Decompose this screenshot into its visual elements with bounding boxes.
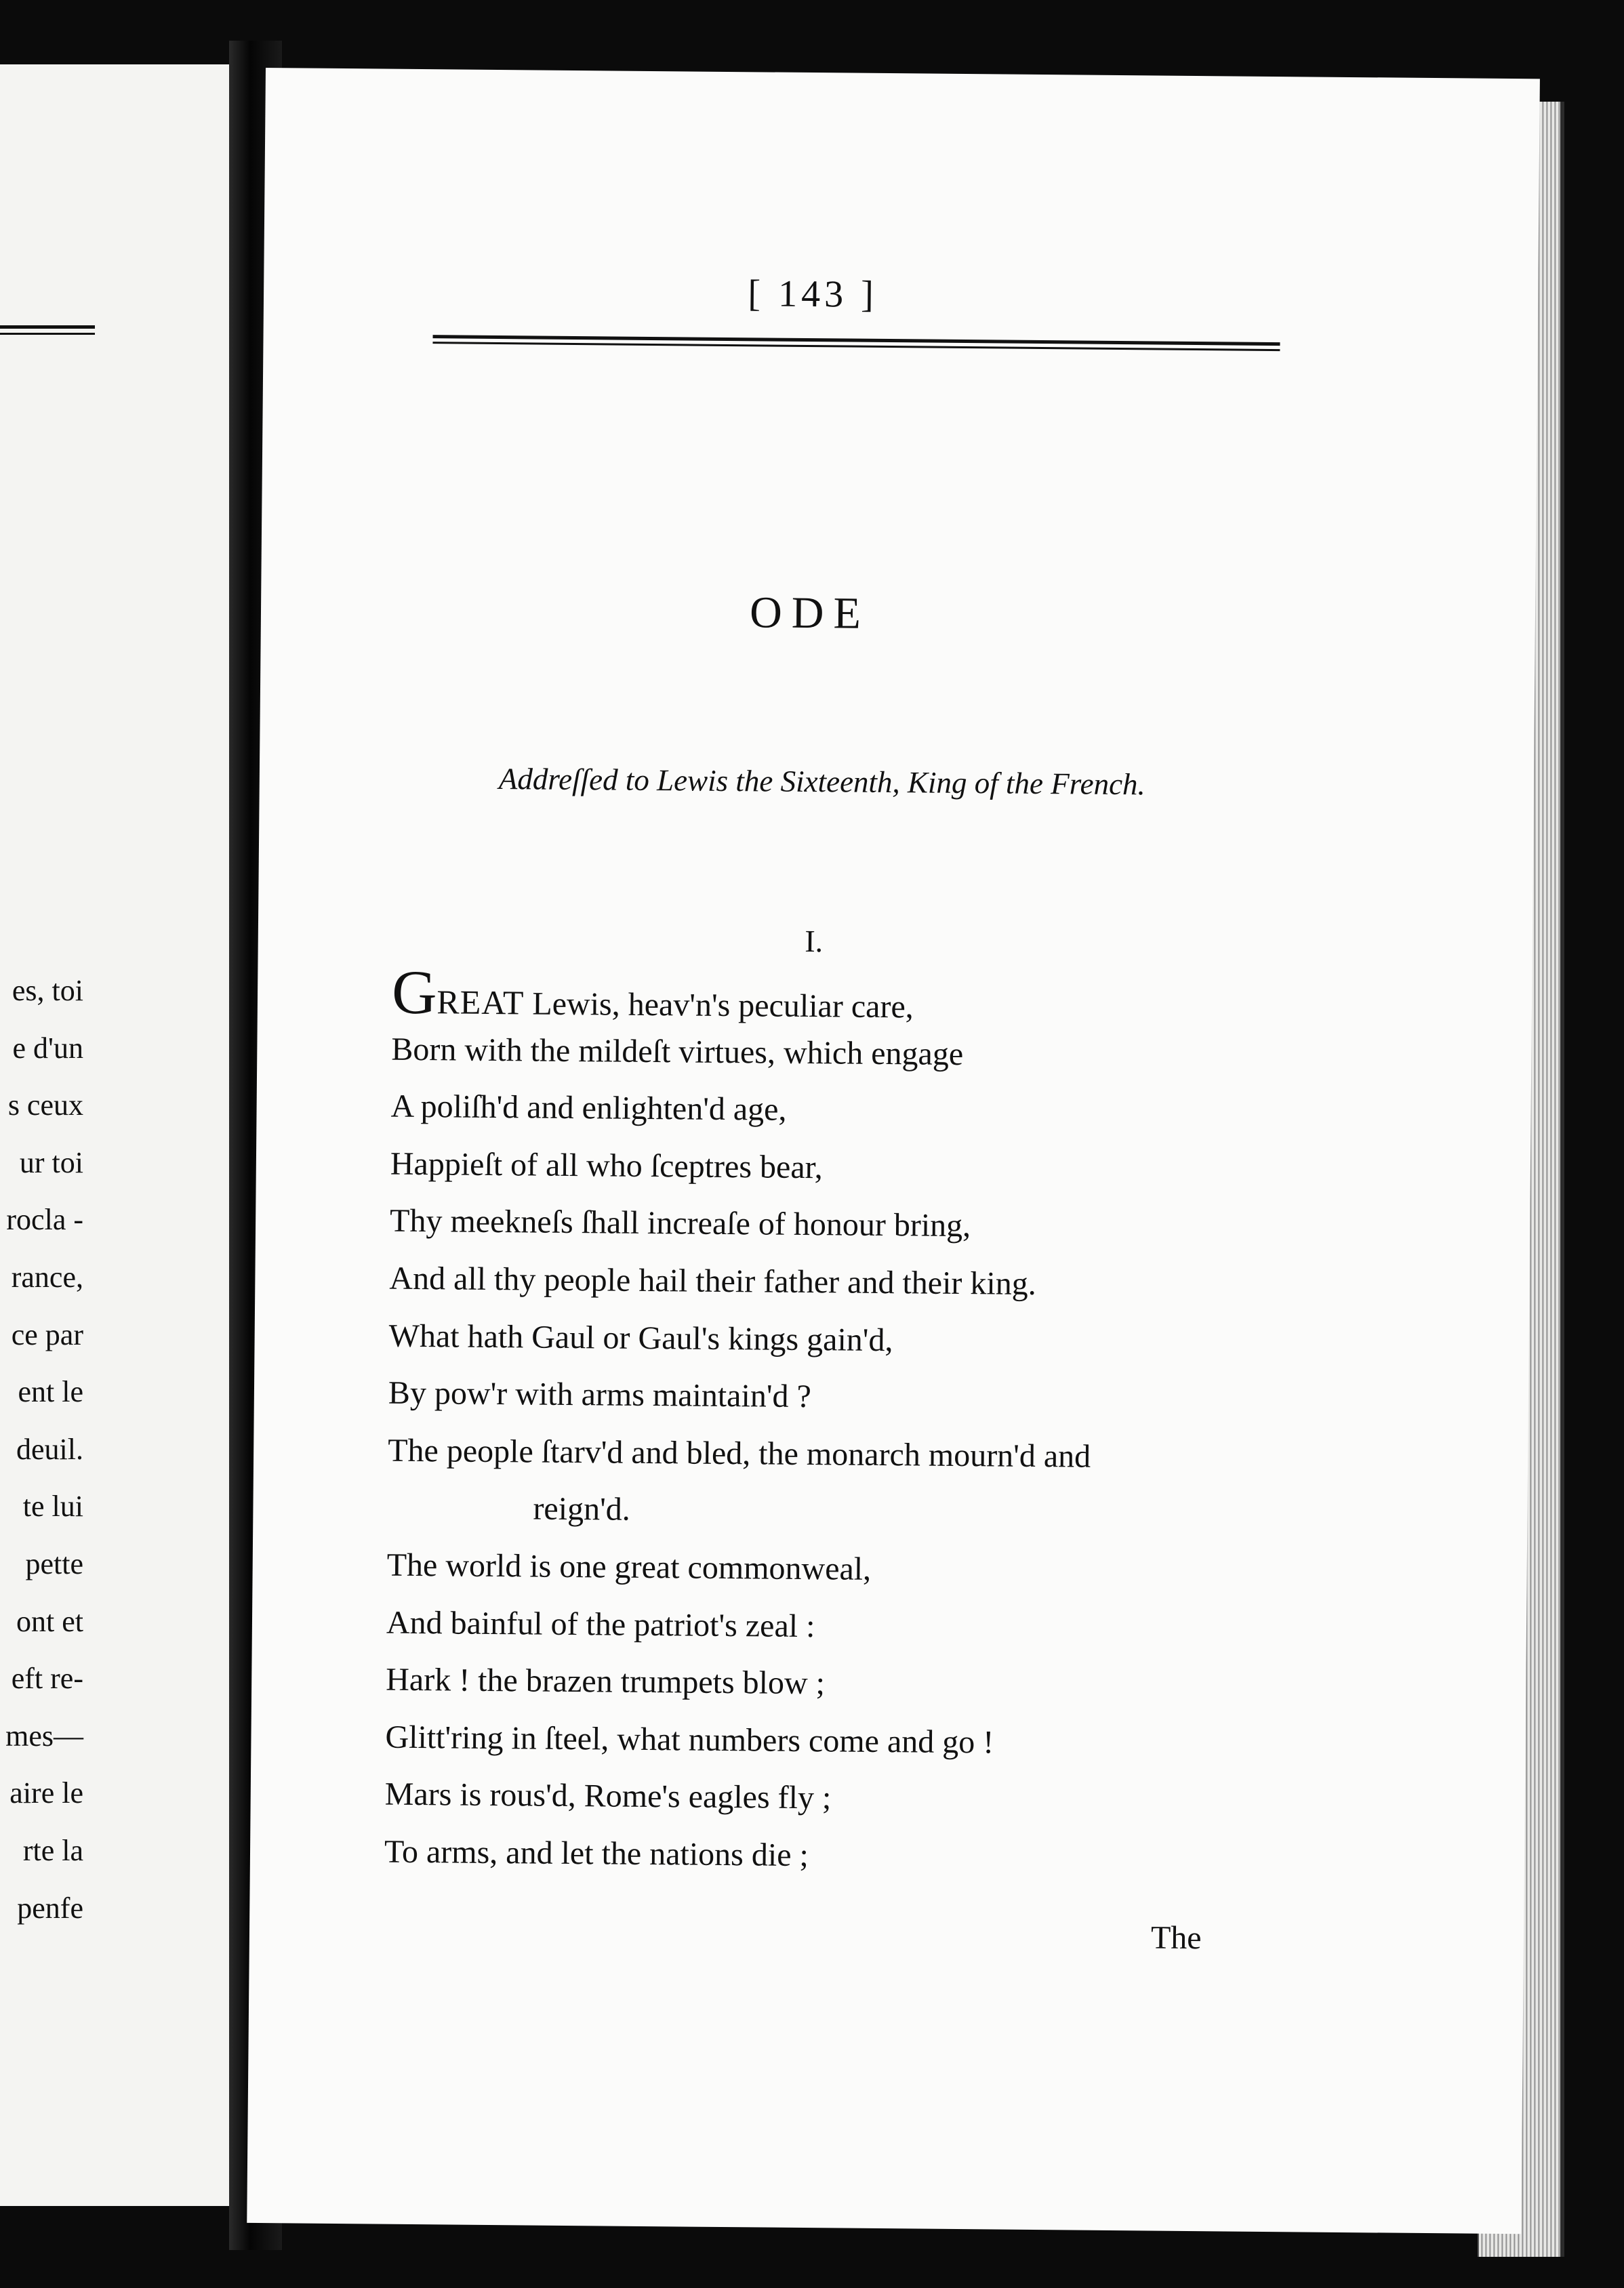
first-line-rest: Lewis, heav'n's peculiar care, xyxy=(524,985,914,1025)
catchword: The xyxy=(1150,1919,1202,1957)
main-page xyxy=(247,68,1540,2234)
facing-page-line: ent le xyxy=(18,1375,83,1409)
poem-line: Born with the mildeſt virtues, which engage xyxy=(391,1031,964,1072)
stanza-number: I. xyxy=(805,923,824,959)
poem-subtitle: Addreſſed to Lewis the Sixteenth, King of the French. xyxy=(498,762,1146,802)
poem-line: And bainful of the patriot's zeal : xyxy=(386,1604,815,1644)
poem-line: Hark ! the brazen trumpets blow ; xyxy=(386,1661,826,1702)
facing-page-line: rocla - xyxy=(6,1203,83,1237)
poem-line: The people ſtarv'd and bled, the monarch mourn'd and xyxy=(387,1432,1091,1475)
poem-line: A poliſh'd and enlighten'd age, xyxy=(390,1088,787,1128)
facing-page xyxy=(0,64,264,2206)
header-double-rule xyxy=(432,335,1280,353)
facing-page-line: mes— xyxy=(5,1719,83,1753)
facing-page-line: rance, xyxy=(11,1260,83,1294)
poem-line-first xyxy=(391,957,1368,1029)
facing-page-line: eft re- xyxy=(11,1662,83,1696)
poem-line: The world is one great commonweal, xyxy=(386,1547,872,1587)
facing-page-line: te lui xyxy=(22,1490,83,1524)
poem-line: Happieſt of all who ſceptres bear, xyxy=(390,1145,823,1186)
facing-page-line: ont et xyxy=(16,1604,83,1638)
facing-page-line: es, toi xyxy=(12,974,83,1007)
poem-line: Glitt'ring in ſteel, what numbers come and go ! xyxy=(385,1719,994,1761)
facing-page-line: deuil. xyxy=(16,1432,83,1466)
poem-line: Thy meekneſs ſhall increaſe of honour bring, xyxy=(389,1203,971,1244)
facing-page-line: aire le xyxy=(9,1776,83,1810)
facing-page-line: e d'un xyxy=(12,1031,83,1065)
facing-page-line: s ceux xyxy=(7,1088,83,1122)
poem-line: And all thy people hail their father and their king. xyxy=(389,1260,1036,1302)
poem-line: To arms, and let the nations die ; xyxy=(384,1833,809,1873)
poem-line: What hath Gaul or Gaul's kings gain'd, xyxy=(388,1317,893,1358)
facing-page-line: pette xyxy=(25,1547,83,1580)
small-caps-word: REAT xyxy=(437,983,525,1022)
page-number: [ 143 ] xyxy=(748,272,878,316)
facing-page-rule-top xyxy=(0,325,95,329)
poem-title: ODE xyxy=(749,588,871,638)
poem-line: reign'd. xyxy=(533,1490,630,1528)
facing-page-line: ur toi xyxy=(19,1145,83,1179)
facing-page-line: ce par xyxy=(11,1317,83,1351)
facing-page-rule-bottom xyxy=(0,333,95,335)
facing-page-line: rte la xyxy=(22,1833,83,1867)
poem-line: Mars is rous'd, Rome's eagles fly ; xyxy=(384,1776,832,1816)
drop-cap: G xyxy=(391,957,438,1027)
facing-page-text xyxy=(0,962,83,1937)
poem-body xyxy=(384,957,1368,1889)
poem-line: By pow'r with arms maintain'd ? xyxy=(388,1374,812,1415)
facing-page-line: penfe xyxy=(17,1891,83,1925)
